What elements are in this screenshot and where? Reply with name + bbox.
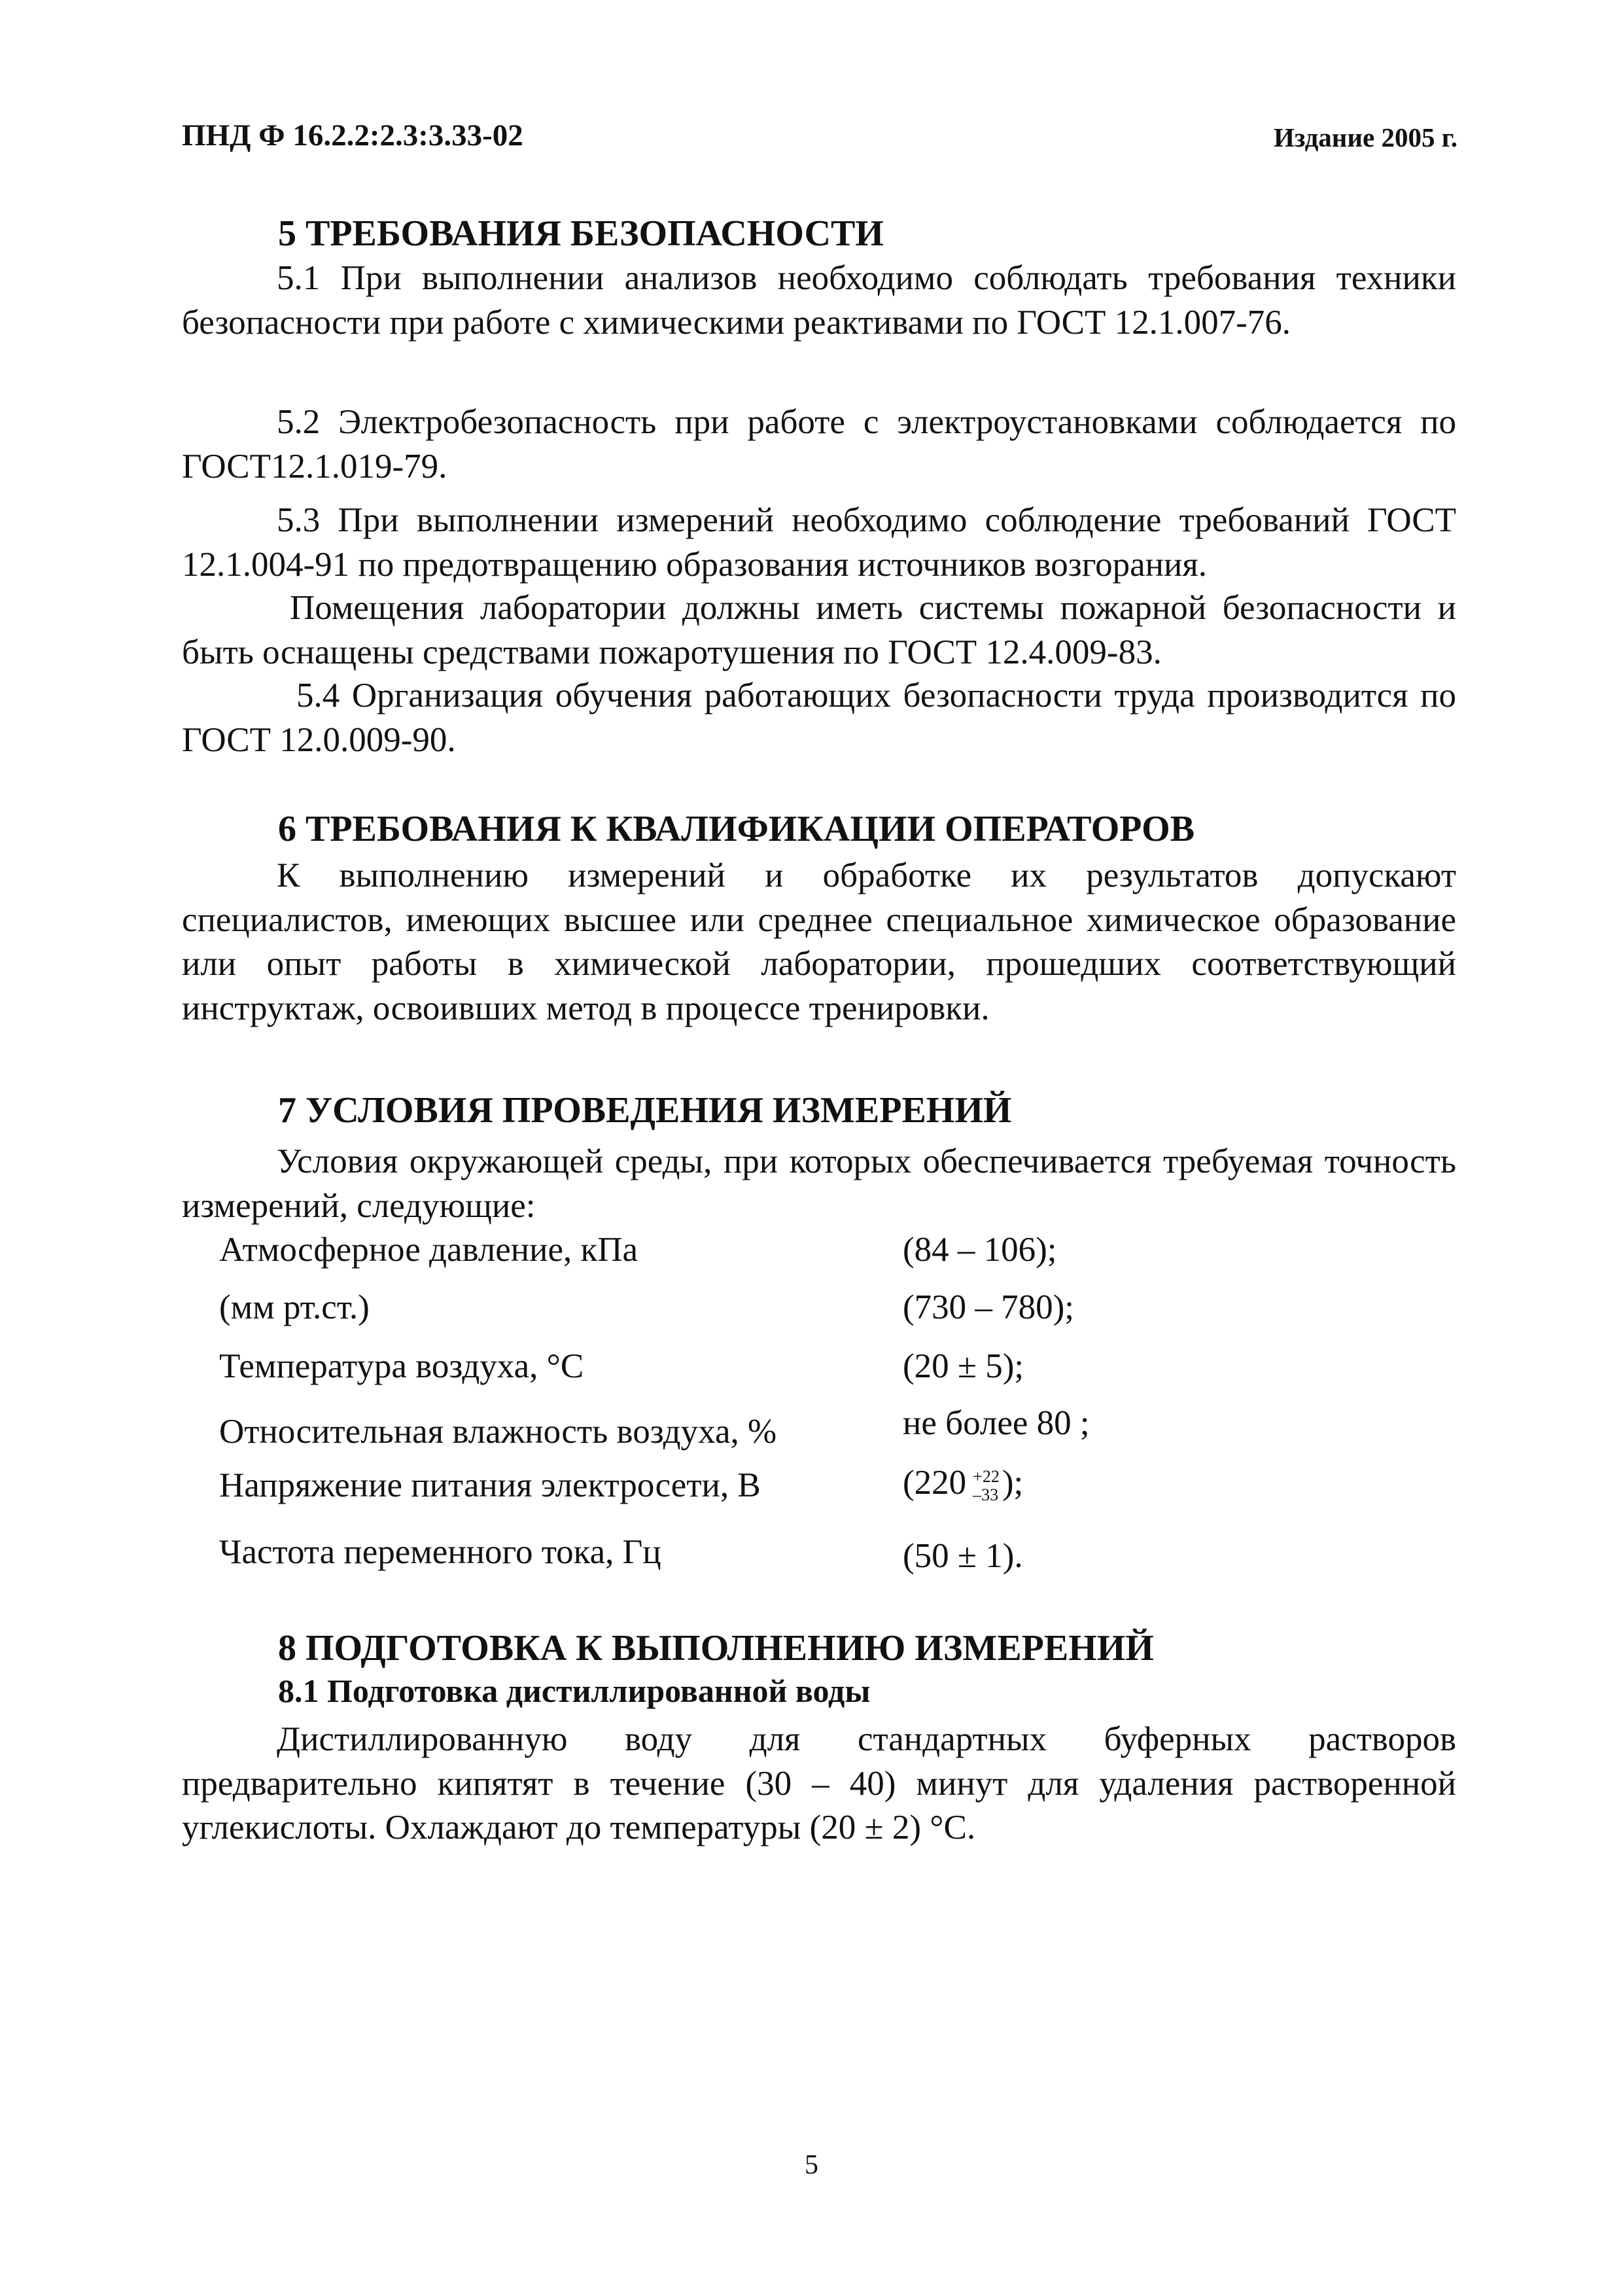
paragraph-7-intro [182, 1140, 1456, 1228]
paragraph-5-3-fire-text: Помещения лаборатории должны иметь системы пожарной безопасности и быть оснащены средствами пожаротушения по ГОСТ 12.4.009-83. [182, 589, 1456, 671]
document-code: ПНД Ф 16.2.2:2.3:3.33-02 [182, 118, 523, 152]
paragraph-5-3 [182, 499, 1456, 587]
page-number: 5 [805, 2150, 818, 2180]
paragraph-5-1 [182, 256, 1456, 345]
voltage-nominal: (220 [903, 1464, 967, 1502]
voltage-tolerance-lower: –33 [973, 1485, 999, 1504]
paragraph-5-4 [182, 674, 1456, 762]
condition-value-voltage [903, 1463, 1023, 1504]
paragraph-6 [182, 854, 1456, 1031]
condition-label: Температура воздуха, °С [219, 1347, 584, 1385]
edition-label: Издание 2005 г. [1273, 122, 1457, 152]
condition-label: Атмосферное давление, кПа [219, 1231, 638, 1269]
paragraph-8-1-text: Дистиллированную воду для стандартных буферных растворов предварительно кипятят в течение (30 – 40) минут для удаления растворенной углекислоты. Охлаждают до температуры (20 ± 2) °С. [182, 1720, 1456, 1846]
condition-value: (20 ± 5); [903, 1347, 1024, 1385]
condition-label: (мм рт.ст.) [219, 1288, 370, 1326]
paragraph-8-1 [182, 1718, 1456, 1850]
condition-label: Напряжение питания электросети, В [219, 1466, 761, 1504]
paragraph-6-text: К выполнению измерений и обработке их результатов допускают специалистов, имеющих высшее или среднее специальное химическое образование или опыт работы в химической лаборатории, прошедших соответствующий инструктаж, освоивших метод в процессе тренировки. [182, 857, 1456, 1027]
condition-value: не более 80 ; [903, 1404, 1090, 1442]
condition-value: (84 – 106); [903, 1231, 1057, 1269]
paragraph-5-2-text: 5.2 Электробезопасность при работе с электроустановками соблюдается по ГОСТ12.1.019-79. [182, 403, 1456, 486]
condition-value: (50 ± 1). [903, 1537, 1023, 1575]
paragraph-5-3-text: 5.3 При выполнении измерений необходимо соблюдение требований ГОСТ 12.1.004-91 по предотвращению образования источников возгорания. [182, 501, 1456, 584]
section-6-title: 6 ТРЕБОВАНИЯ К КВАЛИФИКАЦИИ ОПЕРАТОРОВ [278, 809, 1195, 849]
voltage-tolerance-upper: +22 [973, 1466, 1000, 1486]
paragraph-5-2 [182, 400, 1456, 489]
paragraph-7-intro-text: Условия окружающей среды, при которых обеспечивается требуемая точность измерений, следующие: [182, 1142, 1456, 1225]
condition-label: Частота переменного тока, Гц [219, 1533, 661, 1571]
condition-value: (730 – 780); [903, 1288, 1075, 1326]
paragraph-5-1-text: 5.1 При выполнении анализов необходимо соблюдать требования техники безопасности при работе с химическими реактивами по ГОСТ 12.1.007-76. [182, 259, 1456, 342]
voltage-suffix: ); [1002, 1464, 1024, 1502]
subsection-8-1-title: 8.1 Подготовка дистиллированной воды [278, 1672, 871, 1709]
section-7-title: 7 УСЛОВИЯ ПРОВЕДЕНИЯ ИЗМЕРЕНИЙ [278, 1090, 1012, 1131]
voltage-tolerance [973, 1468, 1000, 1504]
paragraph-5-4-text: 5.4 Организация обучения работающих безопасности труда производится по ГОСТ 12.0.009-90. [182, 677, 1456, 759]
condition-label: Относительная влажность воздуха, % [219, 1413, 777, 1451]
section-8-title: 8 ПОДГОТОВКА К ВЫПОЛНЕНИЮ ИЗМЕРЕНИЙ [278, 1628, 1154, 1669]
section-5-title: 5 ТРЕБОВАНИЯ БЕЗОПАСНОСТИ [278, 213, 884, 254]
paragraph-5-3-fire [182, 586, 1456, 675]
